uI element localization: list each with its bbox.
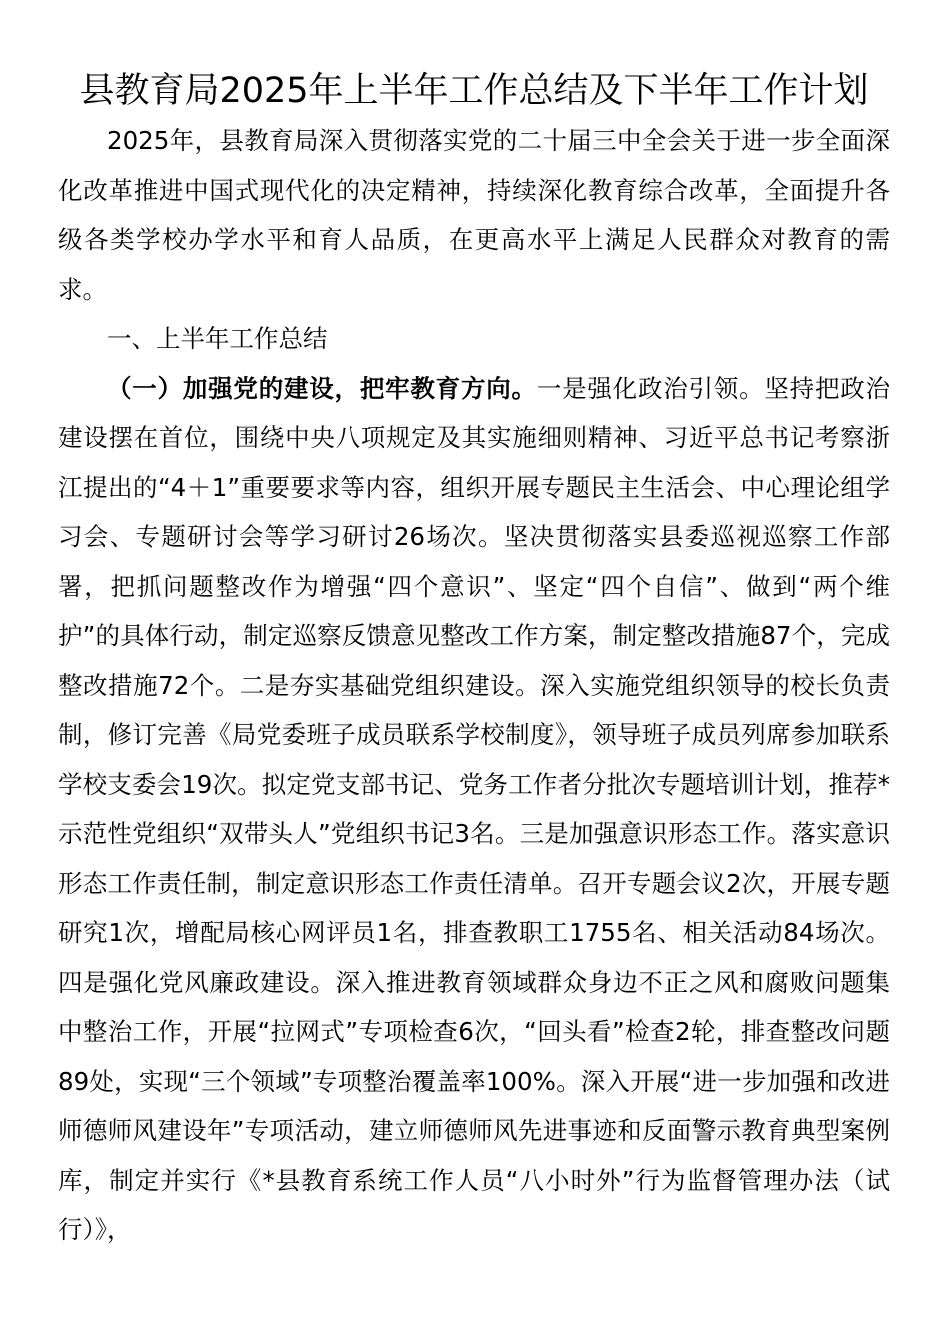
intro-paragraph: 2025年，县教育局深入贯彻落实党的二十届三中全会关于进一步全面深化改革推进中国式现代化的决定精神，持续深化教育综合改革，全面提升各级各类学校办学水平和育人品质，在更高水平上满足人民群众对教育的需求。 [58, 126, 890, 304]
section-heading: 一、上半年工作总结 [107, 324, 328, 353]
subsection-body: 一是强化政治引领。坚持把政治建设摆在首位，围绕中央八项规定及其实施细则精神、习近平总书记考察浙江提出的“4＋1”重要要求等内容，组织开展专题民主生活会、中心理论组学习会、专题研讨会等学习研讨26场次。坚决贯彻落实县委巡视巡察工作部署，把抓问题整改作为增强“四个意识”、坚定“四个自信”、做到“两个维护”的具体行动，制定巡察反馈意见整改工作方案，制定整改措施87个，完成整改措施72个。二是夯实基础党组织建设。深入实施党组织领导的校长负责制，修订完善《局党委班子成员联系学校制度》，领导班子成员列席参加联系学校支委会19次。拟定党支部书记、党务工作者分批次专题培训计划，推荐*示范性党组织“双带头人”党组织书记3名。三是加强意识形态工作。落实意识形态工作责任制，制定意识形态工作责任清单。召开专题会议2次，开展专题研究1次，增配局核心网评员1名，排查教职工1755名、相关活动84场次。四是强化党风廉政建设。深入推进教育领域群众身边不正之风和腐败问题集中整治工作，开展“拉网式”专项检查6次，“回头看”检查2轮，排查整改问题89处，实现“三个领域”专项整治覆盖率100%。深入开展“进一步加强和改进师德师风建设年”专项活动，建立师德师风先进事迹和反面警示教育典型案例库，制定并实行《*县教育系统工作人员“八小时外”行为监督管理办法（试行）》， [58, 373, 891, 1244]
subsection-paragraph [58, 364, 890, 1255]
document-title: 县教育局2025年上半年工作总结及下半年工作计划 [79, 71, 869, 111]
subsection-heading: （一）加强党的建设，把牢教育方向。 [107, 373, 537, 403]
